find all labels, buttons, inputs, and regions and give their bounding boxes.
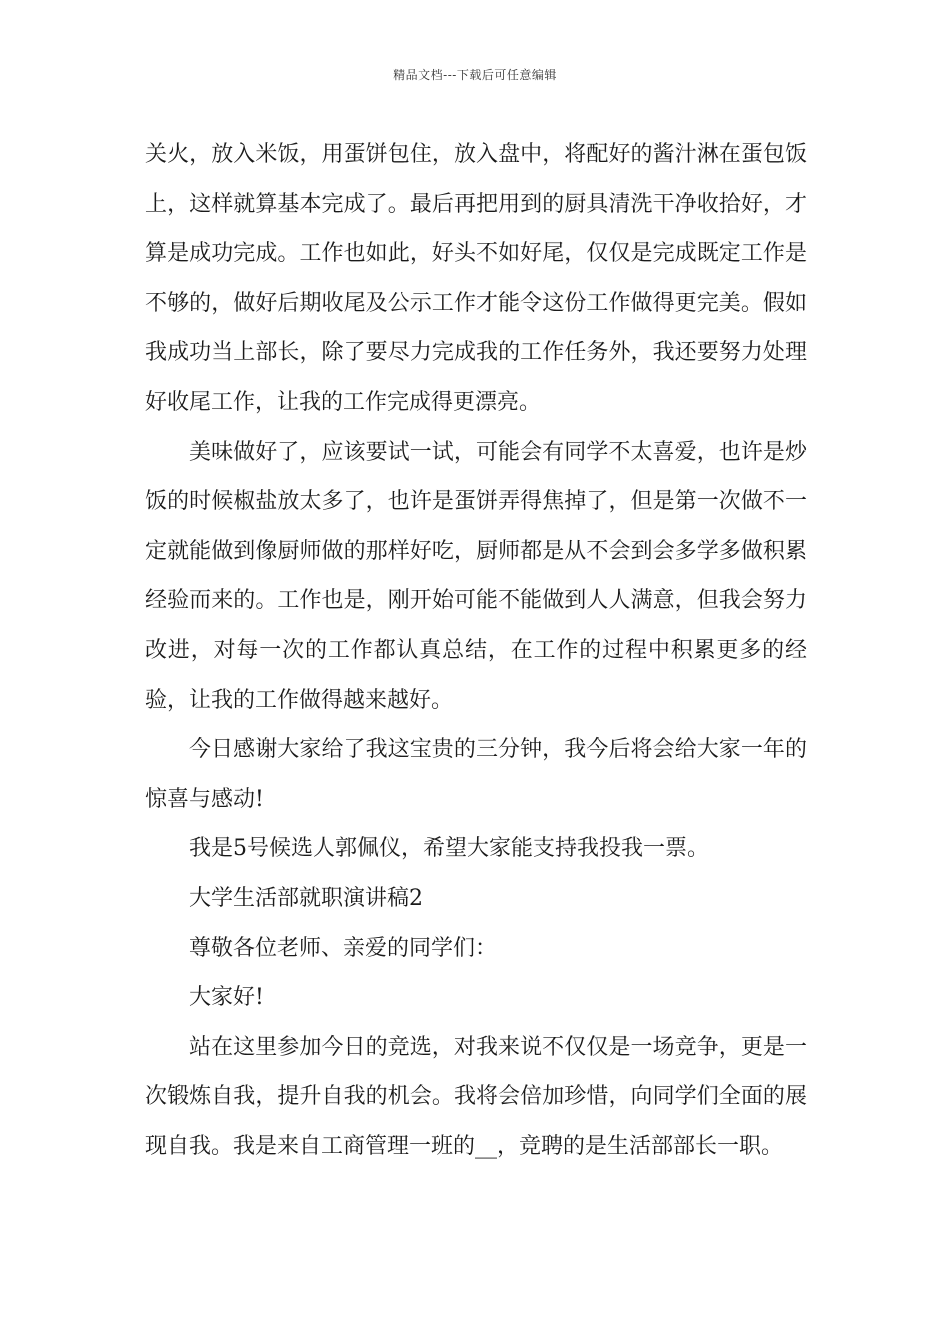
page-header: 精品文档---下载后可任意编辑 — [393, 68, 557, 82]
document-body — [145, 130, 807, 1171]
salutation: 尊敬各位老师、亲爱的同学们： — [189, 935, 498, 961]
greeting: 大家好! — [189, 985, 264, 1011]
paragraph-candidate: 我是5号候选人郭佩仪，希望大家能支持我投我一票。 — [189, 836, 709, 862]
paragraph-cooking-finish: 关火，放入米饭，用蛋饼包住，放入盘中，将配好的酱汁淋在蛋包饭上，这样就算基本完成了。最后再把用到的厨具清洗干净收拾好，才算是成功完成。工作也如此，好头不如好尾，仅仅是完成既定工作是不够的，做好后期收尾及公示工作才能令这份工作做得更完美。假如我成功当上部长，除了要尽力完成我的工作任务外，我还要努力处理好收尾工作，让我的工作完成得更漂亮。 — [145, 142, 807, 415]
section-title: 大学生活部就职演讲稿2 — [189, 885, 423, 911]
paragraph-thanks: 今日感谢大家给了我这宝贵的三分钟，我今后将会给大家一年的惊喜与感动! — [145, 737, 807, 812]
paragraph-taste-test: 美味做好了，应该要试一试，可能会有同学不太喜爱，也许是炒饭的时候椒盐放太多了，也许是蛋饼弄得焦掉了，但是第一次做不一定就能做到像厨师做的那样好吃，厨师都是从不会到会多学多做积累经验而来的。工作也是，刚开始可能不能做到人人满意，但我会努力改进，对每一次的工作都认真总结，在工作的过程中积累更多的经验，让我的工作做得越来越好。 — [145, 439, 807, 713]
paragraph-introduction: 站在这里参加今日的竞选，对我来说不仅仅是一场竞争，更是一次锻炼自我，提升自我的机会。我将会倍加珍惜，向同学们全面的展现自我。我是来自工商管理一班的__，竞聘的是生活部部长一职。 — [145, 1034, 807, 1159]
